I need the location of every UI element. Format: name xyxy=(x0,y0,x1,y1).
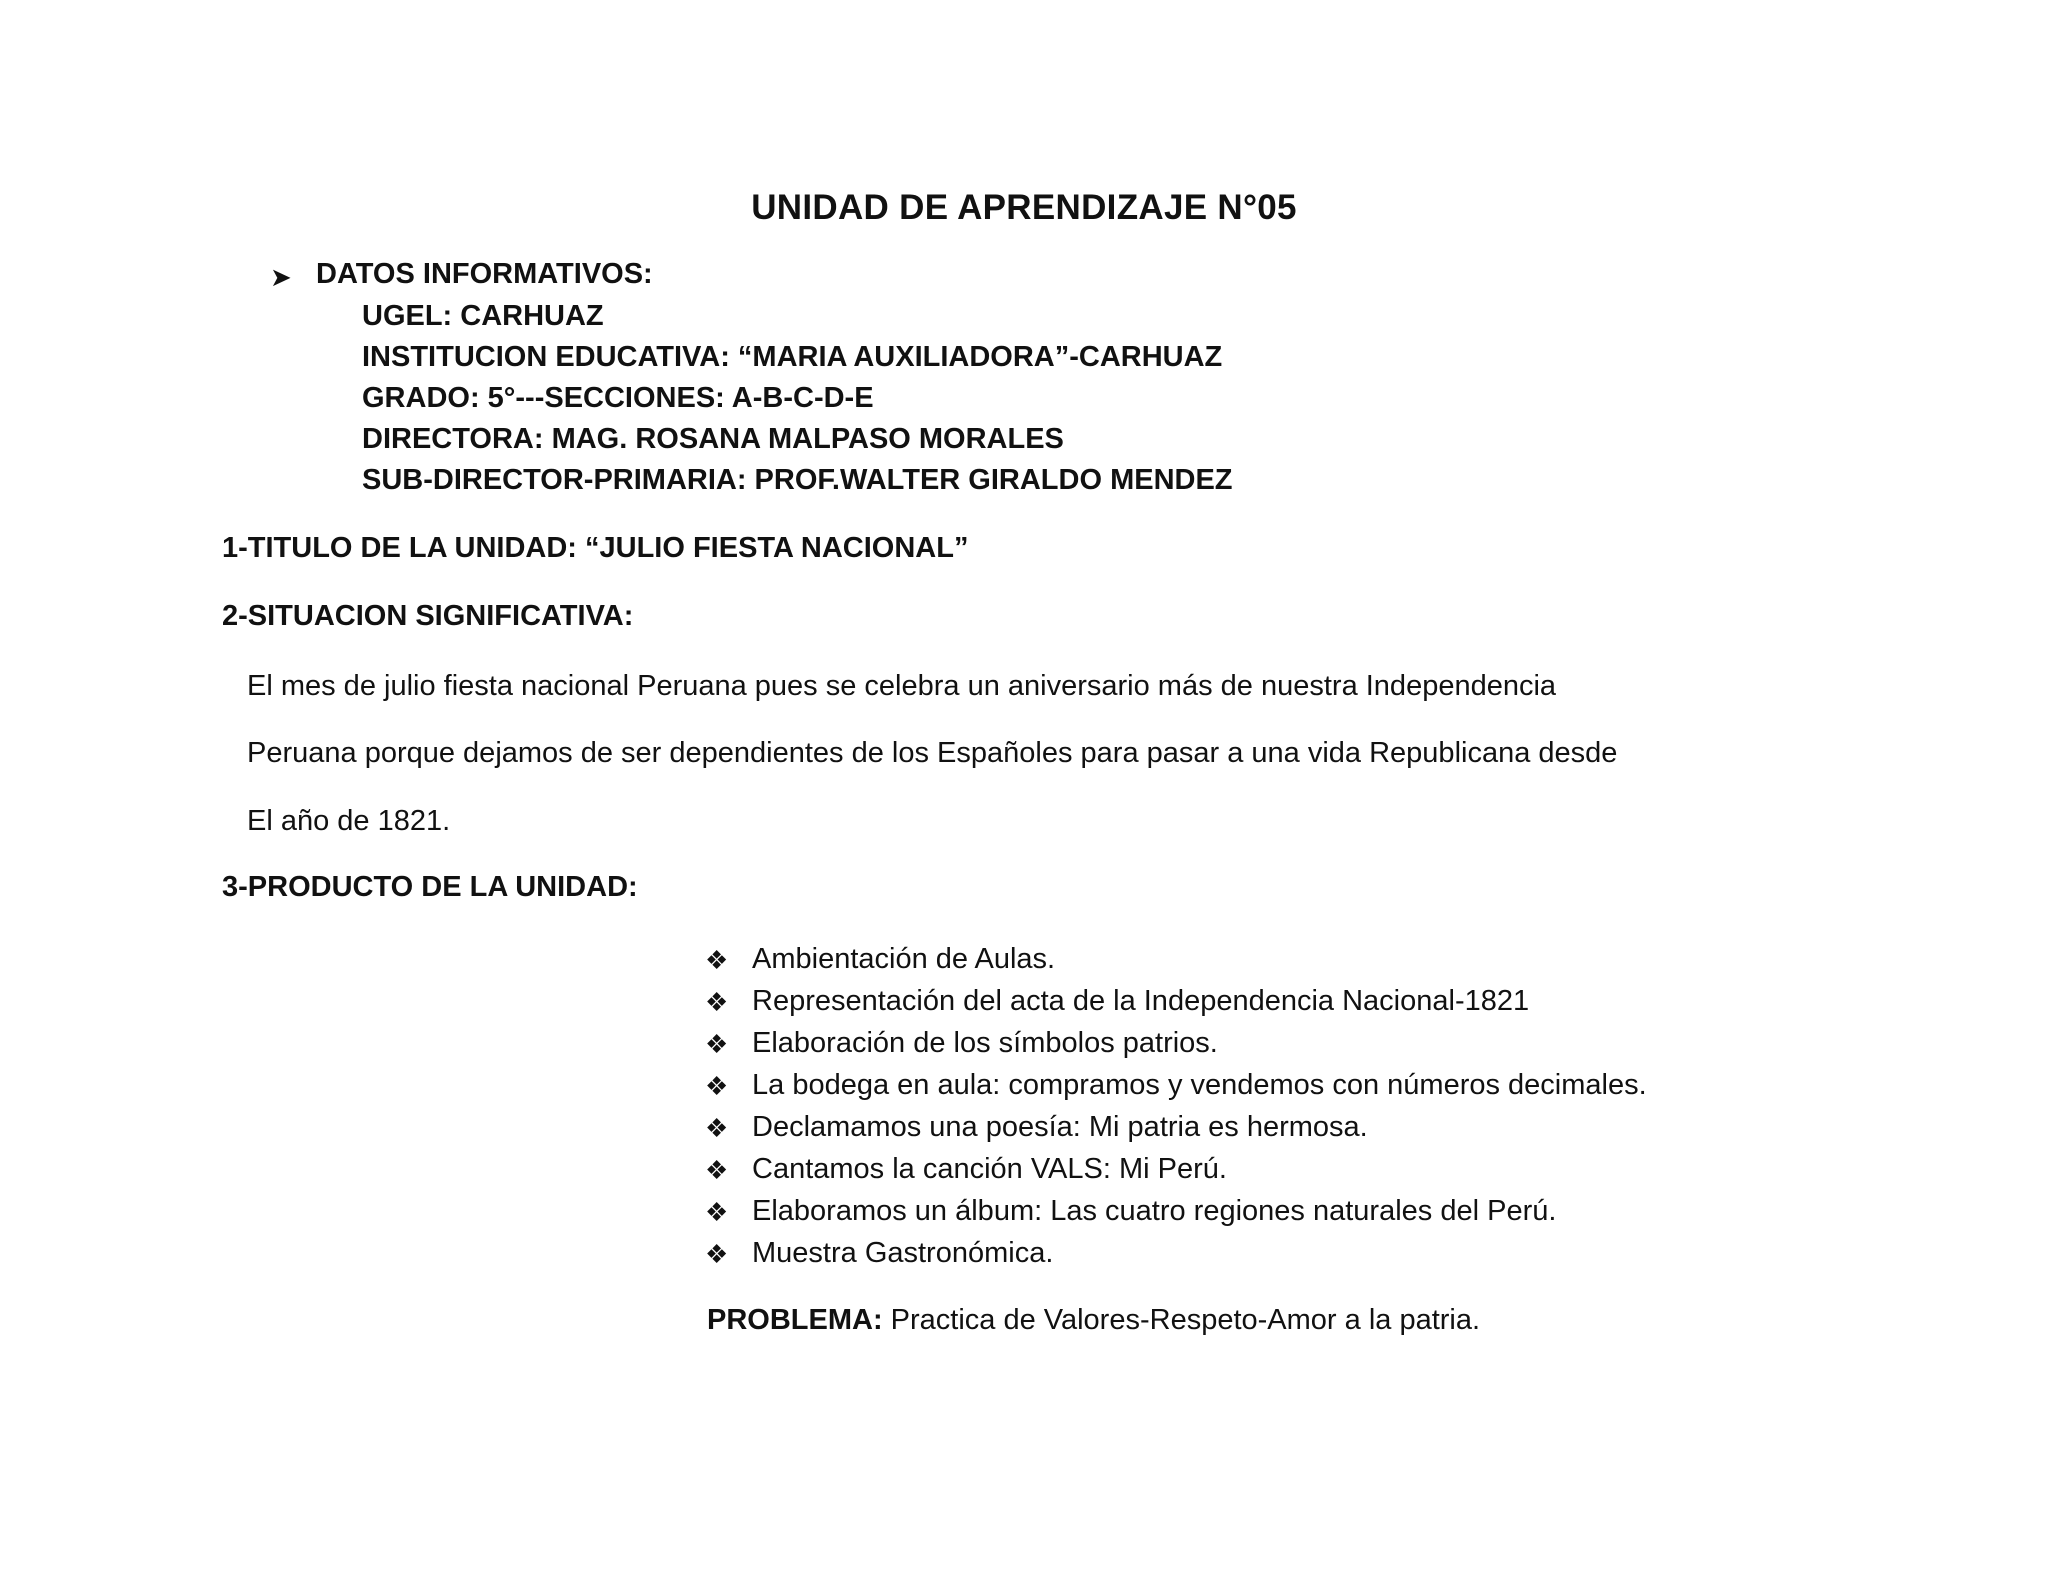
product-item: Declamamos una poesía: Mi patria es hermosa. xyxy=(752,1111,1368,1143)
product-item: Muestra Gastronómica. xyxy=(752,1237,1054,1269)
problema-text: Practica de Valores-Respeto-Amor a la patria. xyxy=(882,1304,1481,1336)
section-2-heading: 2-SITUACION SIGNIFICATIVA: xyxy=(222,600,634,632)
product-item: Elaboramos un álbum: Las cuatro regiones naturales del Perú. xyxy=(752,1195,1557,1227)
situacion-paragraph-line: El año de 1821. xyxy=(247,805,451,837)
diamond-bullet-icon: ❖ xyxy=(705,1155,729,1185)
diamond-bullet-icon: ❖ xyxy=(705,1029,729,1059)
info-ugel: UGEL: CARHUAZ xyxy=(362,300,604,332)
diamond-bullet-icon: ❖ xyxy=(705,945,729,975)
arrow-bullet-icon: ➤ xyxy=(270,262,292,292)
diamond-bullet-icon: ❖ xyxy=(705,1071,729,1101)
problema-label: PROBLEMA: xyxy=(707,1304,883,1336)
situacion-paragraph-line: El mes de julio fiesta nacional Peruana pues se celebra un aniversario más de nuestra Independencia xyxy=(247,670,1557,702)
section-3-heading: 3-PRODUCTO DE LA UNIDAD: xyxy=(222,871,638,903)
product-item: Elaboración de los símbolos patrios. xyxy=(752,1027,1218,1059)
document-title: UNIDAD DE APRENDIZAJE N°05 xyxy=(751,188,1297,227)
info-directora: DIRECTORA: MAG. ROSANA MALPASO MORALES xyxy=(362,423,1064,455)
datos-informativos-heading: DATOS INFORMATIVOS: xyxy=(316,258,653,290)
problema-line xyxy=(707,1304,1480,1337)
product-item: Cantamos la canción VALS: Mi Perú. xyxy=(752,1153,1227,1185)
info-grado: GRADO: 5°---SECCIONES: A-B-C-D-E xyxy=(362,382,874,414)
info-subdirector: SUB-DIRECTOR-PRIMARIA: PROF.WALTER GIRALDO MENDEZ xyxy=(362,464,1233,496)
info-institucion: INSTITUCION EDUCATIVA: “MARIA AUXILIADORA”-CARHUAZ xyxy=(362,341,1223,373)
diamond-bullet-icon: ❖ xyxy=(705,1113,729,1143)
product-item: Representación del acta de la Independencia Nacional-1821 xyxy=(752,985,1530,1017)
product-item: La bodega en aula: compramos y vendemos con números decimales. xyxy=(752,1069,1647,1101)
section-1-heading: 1-TITULO DE LA UNIDAD: “JULIO FIESTA NACIONAL” xyxy=(222,532,969,564)
product-item: Ambientación de Aulas. xyxy=(752,943,1056,975)
diamond-bullet-icon: ❖ xyxy=(705,987,729,1017)
situacion-paragraph-line: Peruana porque dejamos de ser dependientes de los Españoles para pasar a una vida Republicana desde xyxy=(247,737,1618,769)
diamond-bullet-icon: ❖ xyxy=(705,1197,729,1227)
diamond-bullet-icon: ❖ xyxy=(705,1239,729,1269)
